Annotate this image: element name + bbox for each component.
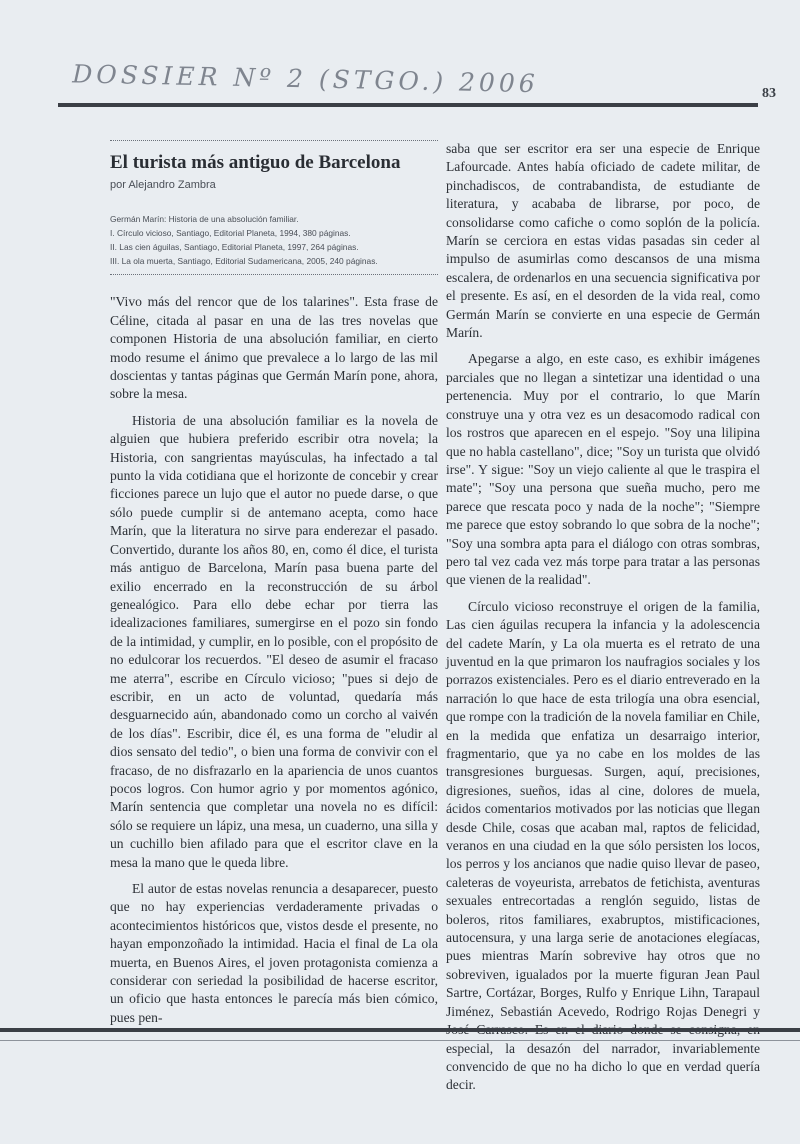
body-paragraph: Historia de una absolución familiar es la novela de alguien que hubiera preferido escribir otra novela; la Historia, con sangrientas mayúsculas, ha infectado a tal punto la vida cotidiana que el horizonte de concebir y crear ficciones parece un lujo que el autor no puede darse, o que sólo puede cumplir si de antemano acepta, como hace Marín, que la literatura no sirve para enderezar el pasado. Convertido, durante los años 80, en, como él dice, el turista más antiguo de Barcelona, Marín pasa buena parte del exilio encerrado en la reconstrucción de su árbol genealógico. Para ello debe echar por tierra las idealizaciones familiares, sumergirse en el pozo sin fondo de la intimidad, y cumplir, en lo posible, con el propósito de no edulcorar los recuerdos. "El deseo de asumir el fracaso me aterra", escribe en Círculo vicioso; "pues si dejo de escribir, en un acto de voluntad, quedaría más desguarnecido aún, abandonado como un corcho al vaivén de los días". Escribir, dice él, es una forma de "eludir al dios sensato del tedio", o bien una forma de convivir con el fracaso, de no disfrazarlo en la apariencia de unos cuantos pocos logros. Con humor agrio y por momentos agónico, Marín sentencia que completar una novela no es difícil: sólo se requiere un lápiz, una mesa, un cuaderno, una silla y un cuchillo bien afilado para que el escritor clave en la mesa la mano que le queda libre. — [110, 412, 438, 870]
top-rule — [58, 103, 758, 107]
handwritten-annotation: DOSSIER Nº 2 (STGO.) 2006 — [71, 59, 539, 99]
body-paragraph: saba que ser escritor era ser una especie de Enrique Lafourcade. Antes había oficiado de cadete militar, de pinchadiscos, de contrabandista, de estudiante de literatura, y acababa de librarse, por poco, de consolidarse como cafiche o como soplón de la policía. Marín se cerciora en estas vidas pasadas sin ceder al impulso de asumirlas como descansos de una misma escalera, de ordenarlos en una secuencia significativa por el presente. Es así, en el desorden de la vida real, como Germán Marín se convierte en una especie de Germán Marín. — [446, 141, 760, 341]
bottom-rule-thin — [0, 1040, 800, 1041]
reference-line: II. Las cien águilas, Santiago, Editorial Planeta, 1997, 264 páginas. — [110, 242, 359, 253]
reference-line: Germán Marín: Historia de una absolución familiar. — [110, 214, 299, 225]
title-divider — [110, 140, 438, 142]
book-references — [110, 212, 438, 275]
body-paragraph: Apegarse a algo, en este caso, es exhibir imágenes parciales que no llegan a sintetizar una identidad o una pertenencia. Muy por el contrario, lo que Marín construye una y otra vez es un desacomodo radical con los rostros que aparecen en el espejo. "Soy una lilipina que no habla castellano", dice; "Soy un turista que olvidó irse". Y sigue: "Soy un viejo caliente al que le traspira el mate"; "Soy una persona que sueña mucho, pero me parece que rescata poco y nada de la noche"; "Siempre me parece que estoy sobrando lo que sobra de la noche"; "Soy una sombra apta para el diálogo con otras sombras, pero tal vez cada vez más torpe para tratar a las personas que vienen de la realidad". — [446, 351, 760, 588]
page-number: 83 — [762, 86, 776, 101]
reference-line: I. Círculo vicioso, Santiago, Editorial Planeta, 1994, 380 páginas. — [110, 228, 351, 239]
left-column — [110, 140, 438, 1027]
reference-line: III. La ola muerta, Santiago, Editorial Sudamericana, 2005, 240 páginas. — [110, 256, 378, 267]
body-paragraph: "Vivo más del rencor que de los talarines". Esta frase de Céline, citada al pasar en una de las tres novelas que componen Historia de una absolución familiar, en cierto modo resume el ánimo que prevalece a lo largo de las mil doscientas y tantas páginas que Germán Marín pone, ahora, sobre la mesa. — [110, 294, 438, 402]
body-paragraph: El autor de estas novelas renuncia a desaparecer, puesto que no hay experiencias verdaderamente privadas o acontecimientos históricos que, vistos desde el presente, no hayan emponzoñado la intimidad. Hacia el final de La ola muerta, en Buenos Aires, el joven protagonista comienza a considerar con seriedad la posibilidad de hacerse escritor, un oficio que hasta entonces le parecía más bien cómico, pues pen- — [110, 881, 438, 1025]
article-title: El turista más antiguo de Barcelona — [110, 152, 401, 173]
body-paragraph: Círculo vicioso reconstruye el origen de la familia, Las cien águilas recupera la infancia y la adolescencia del cadete Marín, y La ola muerta es el retrato de una juventud en la que primaron los naufragios sociales y los porrazos existenciales. Pero es el diario entreverado en la narración lo que hace de esta trilogía una obra esencial, que rompe con la tradición de la novela familiar en Chile, en la medida que enfatiza un desarraigo interior, fragmentario, que ya no cabe en los moldes de las transgresiones burguesas. Surgen, aquí, precisiones, digresiones, sueños, idas al cine, dolores de muela, ácidos comentarios motivados por las noticias que llegan desde Chile, cosas que acaban mal, raptos de felicidad, veranos en una ciudad en la que sólo persisten los locos, los perros y los ancianos que nadie quiso llevar de paseo, caleteras de voyeurista, arrebatos de fetichista, aventuras sexuales entrecortadas a renglón seguido, listas de boleros, ritos familiares, exabruptos, mistificaciones, autocensura, y una larga serie de anotaciones elegíacas, pues mientras Marín sobrevive hay otros que no sobreviven, igualados por la muerte figuran Jean Paul Sartre, Cortázar, Borges, Rulfo y Enrique Lihn, Tarapaul Jiménez, Sebastián Acevedo, Rodrigo Rojas Denegri y especial, la desazón del narrador, invariablemente convencido de que no ha dicho lo que en verdad quería decir. — [446, 598, 760, 1093]
right-column — [446, 140, 760, 1095]
article-author: por Alejandro Zambra — [110, 179, 216, 191]
bottom-rule — [0, 1028, 800, 1032]
